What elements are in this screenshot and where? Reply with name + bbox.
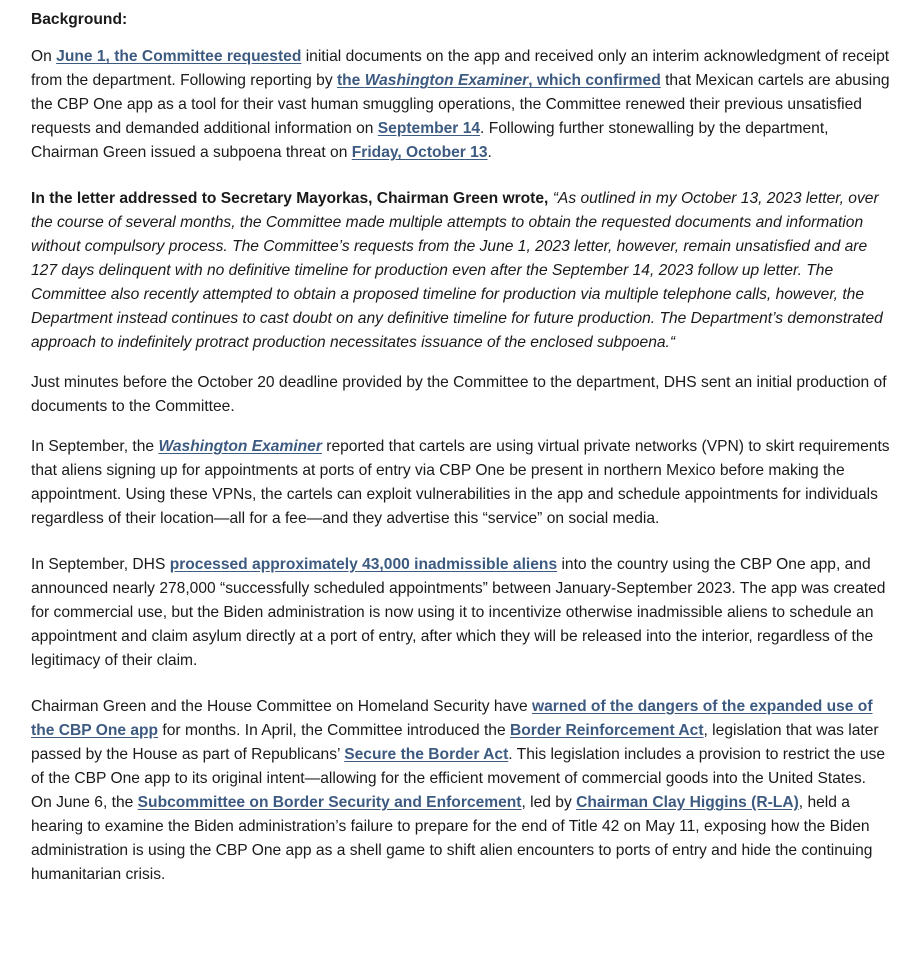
link-september-14[interactable]: September 14 [377, 120, 481, 137]
background-heading: Background: [31, 11, 128, 28]
link-subcommittee-border-security[interactable]: Subcommittee on Border Security and Enforcement [137, 794, 522, 811]
link-border-reinforcement-act[interactable]: Border Reinforcement Act [510, 722, 704, 739]
paragraph-vpn-report: In September, the Washington Examiner reported that cartels are using virtual private networks (VPN) to skirt requirements that aliens signing up for appointments at ports of entry via CBP One be present in northern Mexico before making the appointment. Using these VPNs, the cartels can exploit vulnerabilities in the app and schedule appointments for individuals regardless of their location—all for a fee—and they advertise this “service” on social media. [31, 438, 890, 527]
paragraph-document-requests: On June 1, the Committee requested initial documents on the app and received only an interim acknowledgment of receipt from the department. Following reporting by the Washington Examiner, which confirmed that Mexican cartels are abusing the CBP One app as a tool for their vast human smuggling operations, the Committee renewed their previous unsatisfied requests and demanded additional information on September 14. Following further stonewalling by the department, Chairman Green issued a subpoena threat on Friday, October 13. [31, 48, 890, 161]
paragraph-processed-aliens: In September, DHS processed approximately 43,000 inadmissible aliens into the country using the CBP One app, and announced nearly 278,000 “successfully scheduled appointments” between January-September 2023. The app was created for commercial use, but the Biden administration is now using it to incentivize otherwise inadmissible aliens to schedule an appointment and claim asylum directly at a port of entry, after which they will be released into the interior, regardless of the legitimacy of their claim. [31, 556, 886, 669]
link-chairman-clay-higgins[interactable]: Chairman Clay Higgins (R-LA) [576, 794, 799, 811]
letter-lead: In the letter addressed to Secretary Mayorkas, Chairman Green wrote, [31, 190, 549, 207]
link-warned-of-dangers[interactable]: warned of the dangers of the expanded use of the CBP One app [31, 698, 873, 739]
link-processed-43000[interactable]: processed approximately 43,000 inadmissible aliens [169, 556, 558, 573]
letter-quote: “As outlined in my October 13, 2023 letter, over the course of several months, the Committee made multiple attempts to obtain the requested documents and information without compulsory process. The Committee’s requests from the June 1, 2023 letter, however, remain unsatisfied and are 127 days delinquent with no definitive timeline for production even after the September 14, 2023 follow up letter. The Committee also recently attempted to obtain a proposed timeline for production via multiple telephone calls, however, the Department instead continues to cast doubt on any definitive timeline for future production. The Department’s demonstrated approach to indefinitely protract production necessitates issuance of the enclosed subpoena.“ [31, 190, 883, 351]
link-june-1-request[interactable]: June 1, the Committee requested [56, 48, 302, 65]
link-friday-october-13[interactable]: Friday, October 13 [351, 144, 488, 161]
link-secure-the-border-act[interactable]: Secure the Border Act [344, 746, 509, 763]
link-washington-examiner-confirmed[interactable]: the Washington Examiner, which confirmed [336, 72, 661, 89]
link-washington-examiner[interactable]: Washington Examiner [158, 438, 322, 455]
paragraph-initial-production: Just minutes before the October 20 deadline provided by the Committee to the department, DHS sent an initial production of documents to the Committee. [31, 374, 887, 415]
paragraph-letter-quote [31, 187, 891, 355]
paragraph-committee-action: Chairman Green and the House Committee on Homeland Security have warned of the dangers of the expanded use of the CBP One app for months. In April, the Committee introduced the Border Reinforcement Act, legislation that was later passed by the House as part of Republicans’ Secure the Border Act. This legislation includes a provision to restrict the use of the CBP One app to its original intent—allowing for the efficient movement of commercial goods into the United States. On June 6, the Subcommittee on Border Security and Enforcement, led by Chairman Clay Higgins (R-LA), held a hearing to examine the Biden administration’s failure to prepare for the end of Title 42 on May 11, exposing how the Biden administration is using the CBP One app as a shell game to shift alien encounters to ports of entry and hide the continuing humanitarian crisis. [31, 698, 886, 883]
